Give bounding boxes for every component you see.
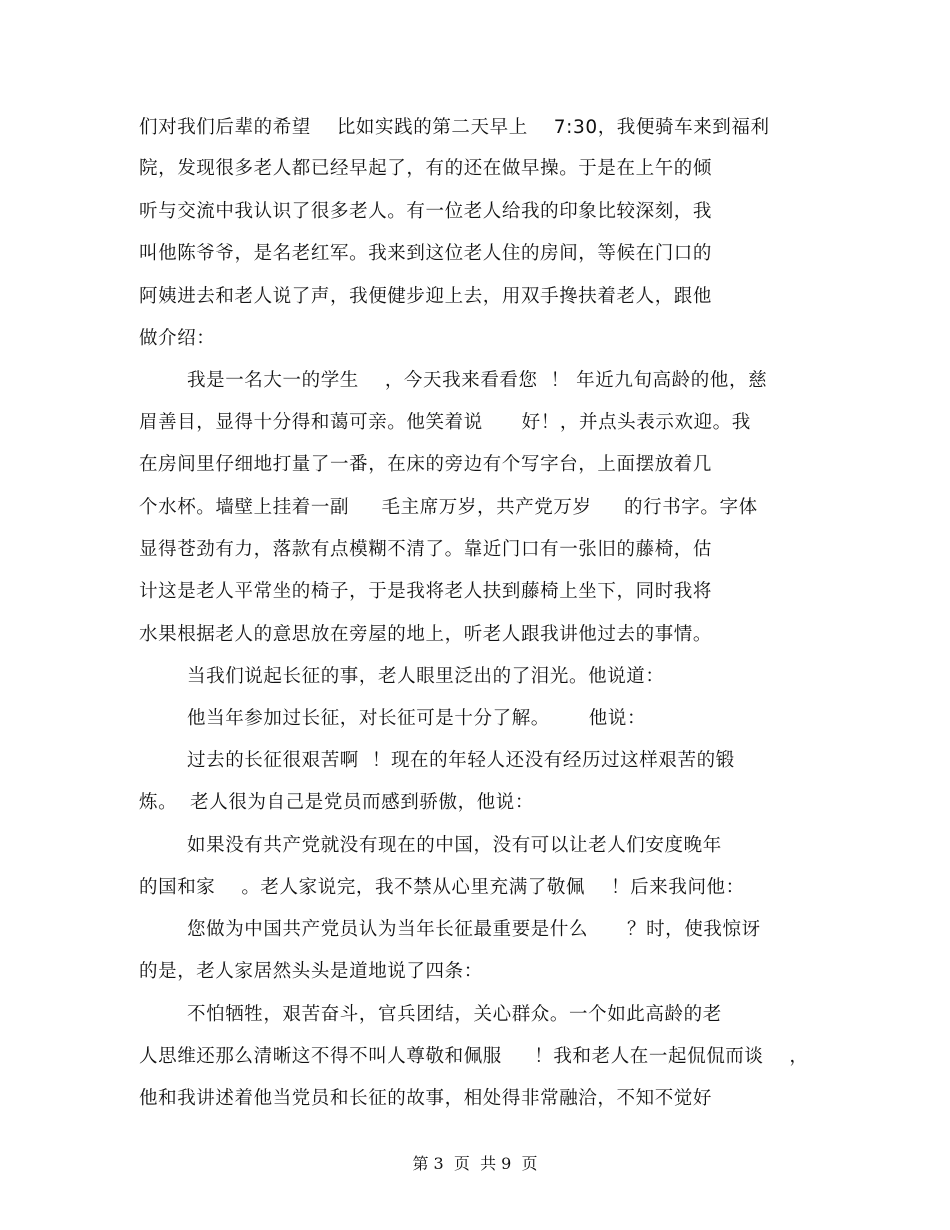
text-line: 个水杯。墙壁上挂着一副 毛主席万岁，共产党万岁 的行书字。字体 bbox=[139, 497, 758, 518]
text-line: 水果根据老人的意思放在旁屋的地上，听老人跟我讲他过去的事情。 bbox=[139, 624, 713, 645]
text-line: 人思维还那么清晰这不得不叫人尊敬和佩服 ！我和老人在一起侃侃而谈 ， bbox=[139, 1046, 809, 1067]
text-line: 当我们说起长征的事，老人眼里泛出的了泪光。他说道： bbox=[187, 666, 665, 687]
text-line: 我是一名大一的学生 ，今天我来看看您 ！ 年近九旬高龄的他，慈 bbox=[187, 370, 768, 391]
text-line: 过去的长征很艰苦啊 ！现在的年轻人还没有经历过这样艰苦的锻 bbox=[187, 750, 735, 771]
text-line: 不怕牺牲，艰苦奋斗，官兵团结，关心群众。一个如此高龄的老 bbox=[187, 1004, 722, 1025]
text-line: 显得苍劲有力，落款有点模糊不清了。靠近门口有一张旧的藤椅，估 bbox=[139, 539, 713, 560]
page-number: 第 3 页 共 9 页 bbox=[412, 1154, 538, 1173]
text-line: 做介绍： bbox=[139, 328, 216, 349]
text-line: 您做为中国共产党员认为当年长征最重要是什么 ？时，使我惊讶 bbox=[187, 919, 761, 940]
text-line: 如果没有共产党就没有现在的中国，没有可以让老人们安度晚年 bbox=[187, 835, 722, 856]
text-line: 阿姨进去和老人说了声，我便健步迎上去，用双手搀扶着老人，跟他 bbox=[139, 286, 713, 307]
text-line: 的是，老人家居然头头是道地说了四条： bbox=[139, 961, 483, 982]
text-line: 他当年参加过长征，对长征可是十分了解。 他说： bbox=[187, 708, 647, 729]
text-line: 计这是老人平常坐的椅子，于是我将老人扶到藤椅上坐下，同时我将 bbox=[139, 581, 713, 602]
text-line: 院，发现很多老人都已经早起了，有的还在做早操。于是在上午的倾 bbox=[139, 158, 713, 179]
text-line: 听与交流中我认识了很多老人。有一位老人给我的印象比较深刻，我 bbox=[139, 201, 713, 222]
text-line: 眉善目，显得十分得和蔼可亲。他笑着说 好！，并点头表示欢迎。我 bbox=[139, 412, 751, 433]
text-line: 炼。 老人很为自己是党员而感到骄傲，他说： bbox=[139, 792, 534, 813]
text-line: 他和我讲述着他当党员和长征的故事，相处得非常融洽，不知不觉好 bbox=[139, 1088, 713, 1109]
text-line: 在房间里仔细地打量了一番，在床的旁边有个写字台，上面摆放着几 bbox=[139, 454, 713, 475]
text-line: 们对我们后辈的希望 比如实践的第二天早上 7:30，我便骑车来到福利 bbox=[139, 117, 770, 138]
text-line: 的国和家 。老人家说完，我不禁从心里充满了敬佩 ！后来我问他： bbox=[139, 877, 745, 898]
text-line: 叫他陈爷爷，是名老红军。我来到这位老人住的房间，等候在门口的 bbox=[139, 243, 713, 264]
